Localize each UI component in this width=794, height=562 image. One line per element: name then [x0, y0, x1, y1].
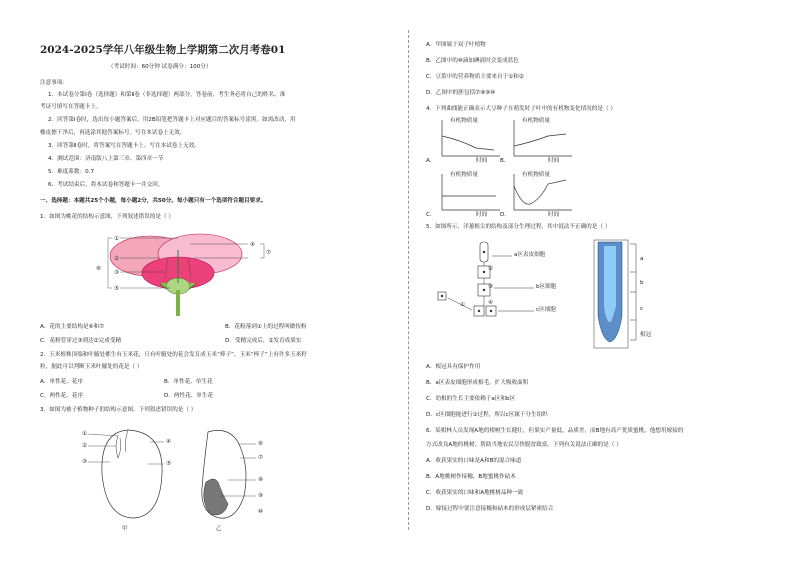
q2-stem-cont: 粒，据此可以判断玉米叶腋处的花是（ ） [40, 364, 143, 370]
q1-option-d: D．受精完成后，②发育成果实 [225, 338, 302, 344]
q4-ylabel: 有机物质量 [450, 172, 478, 178]
q1-stem: 1．如图为桃花的结构示意图，下列叙述错误的是（ ） [40, 214, 174, 220]
q1-label-6: ⑥ [96, 266, 102, 272]
q4-option-a: A． [426, 158, 436, 164]
q5-label-1: ① [460, 302, 466, 308]
q4-xlabel: 时间 [548, 158, 560, 164]
q1-label-7: ⑦ [266, 250, 272, 256]
q5-label-2: ② [488, 266, 494, 272]
section-heading: 一、选择题：本题共25个小题，每小题2分，共50分。每小题只有一个选项符合题目要求。 [40, 198, 267, 204]
q3-caption-right: 乙 [216, 526, 222, 532]
q2-option-c: C．两性花、花序 [40, 393, 84, 399]
q6-option-d: D．嫁接过程中要注意接穗和砧木的形成层紧密结合 [426, 506, 554, 512]
q3-label-4: ④ [166, 439, 172, 445]
flower-diagram [90, 228, 290, 320]
q4-option-c: C． [426, 212, 436, 218]
note-line: 6．考试结束后，将本试卷和答题卡一并交回。 [48, 182, 164, 188]
q2-option-d: D．两性花、单生花 [164, 393, 214, 399]
q3-label-3: ③ [82, 459, 88, 465]
q5-root-cap: 根冠 [640, 332, 652, 338]
q4-option-d: D． [500, 212, 510, 218]
q3-label-7: ⑦ [258, 455, 264, 461]
q5-stem: 5．如图所示，洋葱根尖的结构及部分生理过程，其中说法不正确的是（ ） [426, 224, 611, 230]
q3-label-5: ⑤ [166, 461, 172, 467]
q3-stem: 3．如图为被子植物种子的结构示意图，下列叙述错误的是（ ） [40, 407, 197, 413]
q5-label-b: b区细胞 [536, 284, 557, 290]
q4-ylabel: 有机物质量 [522, 172, 550, 178]
q1-option-c: C．花粉管穿过③到达②完成受精 [40, 338, 122, 344]
q6-option-b: B．A地桃树作接穗，B地蜜桃作砧木 [426, 474, 516, 480]
q5-label-4: ④ [488, 300, 494, 306]
q1-option-b: B．花粉落到①上的过程叫做传粉 [225, 324, 307, 330]
q6-option-c: C．收获果实的口味和A地桃树品种一致 [426, 490, 524, 496]
q5-label-c: c区细胞 [536, 307, 556, 313]
q3-caption-left: 甲 [122, 526, 128, 532]
q5-option-d: D．c区细胞能进行①过程，所以c区属于分生组织 [426, 412, 548, 418]
q3-option-d: D．乙图中的胚包括⑦⑧⑨⑩ [426, 90, 496, 96]
q5-option-a: A．根冠具有保护作用 [426, 364, 481, 370]
q3-label-6: ⑥ [258, 441, 264, 447]
q1-label-4: ④ [250, 242, 256, 248]
q1-option-a: A．花的主要结构是⑥和⑦ [40, 324, 105, 330]
q5-label-3: ③ [488, 284, 494, 290]
q5-zone-a: a [640, 256, 644, 262]
q3-label-8: ⑧ [258, 477, 264, 483]
note-line: 4．测试范围：济南版八上第三章、第四章一节 [48, 156, 164, 162]
note-line: 1．本试卷分第Ⅰ卷（选择题）和第Ⅱ卷（非选择题）两部分。答卷前，考生务必将自己的姓名、准 [48, 92, 286, 98]
column-divider [408, 30, 409, 530]
q3-option-a: A．甲图属于双子叶植物 [426, 42, 486, 48]
notes-heading: 注意事项： [40, 80, 68, 86]
q4-option-b: B． [500, 158, 510, 164]
q2-option-a: A．单性花、花序 [40, 379, 83, 385]
q4-stem: 4．下列曲线能正确表示大豆种子在萌发时子叶中的有机物变化情况的是（ ） [426, 106, 616, 112]
note-line: 5．难度系数：0.7 [48, 169, 95, 175]
q3-option-c: C．豆浆中的营养物质主要来自于①和② [426, 74, 524, 80]
note-line: 3．回答第Ⅱ卷时，将答案写在答题卡上。写在本试卷上无效。 [48, 143, 200, 149]
q4-ylabel: 有机物质量 [450, 118, 478, 124]
q5-zone-c: c [640, 306, 644, 312]
q4-xlabel: 时间 [476, 158, 488, 164]
q1-label-1: ① [114, 236, 120, 242]
q3-label-2: ② [82, 443, 88, 449]
note-line: 考证号填写在答题卡上。 [40, 104, 102, 110]
root-tip-diagram [436, 236, 696, 352]
q4-xlabel: 时间 [476, 212, 488, 218]
q3-label-9: ⑨ [258, 493, 264, 499]
q3-option-b: B．乙图中的⑩滴加碘液时会变成蓝色 [426, 58, 519, 64]
q5-zone-b: b [640, 280, 644, 286]
q1-label-2: ② [114, 256, 120, 262]
q2-stem: 2．玉米植株顶端和叶腋处都生有玉米花，只有叶腋处的花会发育成玉米“棒子”，玉米“棒子”上有许多玉米籽 [40, 352, 307, 358]
q5-option-b: B．a区表皮细胞形成根毛，扩大吸收面积 [426, 380, 529, 386]
exam-subtitle: （考试时间：60分钟 试卷满分：100分） [108, 64, 212, 70]
q4-xlabel: 时间 [548, 212, 560, 218]
q1-label-3: ③ [114, 270, 120, 276]
q6-stem-cont: 方式改良A地的桃树，帮助当地农民尽快脱贫致富。下列有关说法正确的是（ ） [426, 442, 622, 448]
q5-option-c: C．幼根的生长主要依赖于a区和b区 [426, 396, 516, 402]
q6-stem: 6．某柑林人员发现A地的柑树生长健壮，但果实产量低，品质差，而B地有高产优质蜜桃，他想用嫁接的 [426, 428, 684, 434]
note-line: 2．回答第Ⅰ卷时，选出每小题答案后，用2B铅笔把答题卡上对应题目的答案标号涂黑。如需改动，用 [48, 117, 296, 123]
q4-ylabel: 有机物质量 [522, 118, 550, 124]
q3-label-1: ① [82, 431, 88, 437]
exam-title: 2024-2025学年八年级生物上学期第二次月考卷01 [40, 44, 286, 56]
q2-option-b: B．单性花、单生花 [164, 379, 213, 385]
note-line: 橡皮擦干净后，再选涂其他答案标号。写在本试卷上无效。 [40, 130, 186, 136]
q1-label-5: ⑤ [114, 286, 120, 292]
q3-label-10: ⑩ [258, 509, 264, 515]
q6-option-a: A．收获果实的口味是A和B的混合味道 [426, 458, 522, 464]
q5-label-a: a区表皮细胞 [514, 252, 546, 258]
